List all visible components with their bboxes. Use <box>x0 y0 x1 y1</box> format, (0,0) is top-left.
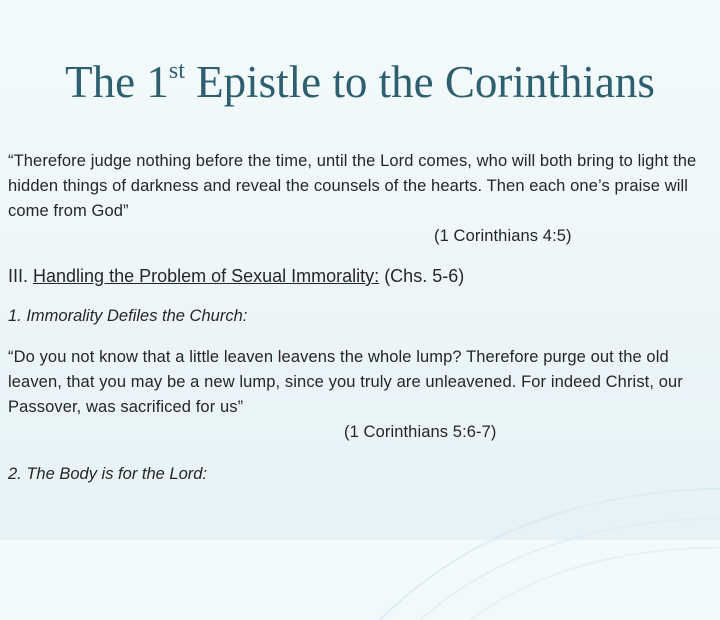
section-heading <box>8 264 714 289</box>
slide-body <box>8 149 714 487</box>
quote-1-citation: (1 Corinthians 4:5) <box>434 227 572 245</box>
quote-2-text: “Do you not know that a little leaven leavens the whole lump? Therefore purge out the old leaven, that you may be a new lump, since you truly are unleavened. For indeed Christ, our Passover, was sacrificed for us” <box>8 348 683 416</box>
section-title: Handling the Problem of Sexual Immorality: <box>33 266 380 286</box>
quote-1 <box>8 149 714 249</box>
title-suffix: Epistle to the Corinthians <box>184 57 655 107</box>
section-numeral: III. <box>8 266 34 286</box>
quote-2-citation: (1 Corinthians 5:6-7) <box>344 423 497 441</box>
point-2: 2. The Body is for the Lord: <box>8 465 208 483</box>
quote-2 <box>8 345 714 445</box>
section-chapters: (Chs. 5-6) <box>379 266 465 286</box>
quote-1-text: “Therefore judge nothing before the time, until the Lord comes, who will both bring to light the hidden things of darkness and reveal the counsels of the hearts. Then each one’s praise will come from God” <box>8 152 697 220</box>
title-superscript: st <box>168 58 185 84</box>
slide-title <box>0 56 720 108</box>
title-prefix: The 1 <box>65 57 169 107</box>
point-1: 1. Immorality Defiles the Church: <box>8 307 248 325</box>
